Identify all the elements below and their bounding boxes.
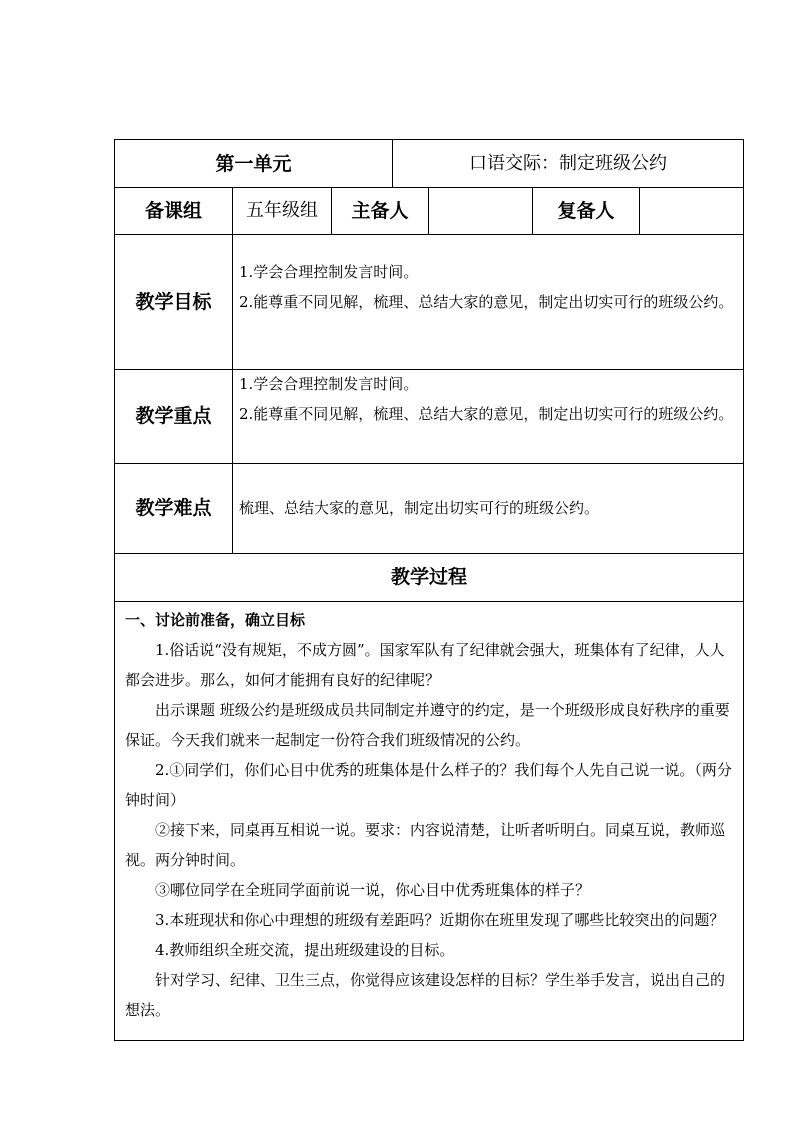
header-row	[115, 140, 743, 188]
process-paragraph: 3.本班现状和你心中理想的班级有差距吗？近期你在班里发现了哪些比较突出的问题？	[155, 911, 725, 929]
process-paragraph: ②接下来，同桌再互相说一说。要求：内容说清楚，让听者听明白。同桌互说，教师巡视。两分钟时间。	[125, 821, 726, 869]
keypoints-row	[115, 369, 743, 464]
process-title: 教学过程	[115, 553, 743, 602]
goals-row	[115, 234, 743, 370]
unit-cell: 第一单元	[115, 140, 393, 187]
main-preparer-label: 主备人	[332, 187, 429, 234]
difficulty-row	[115, 463, 743, 554]
goals-label: 教学目标	[115, 234, 233, 369]
re-preparer-label: 复备人	[533, 187, 640, 234]
process-content	[115, 601, 743, 1040]
process-paragraph: 出示课题 班级公约是班级成员共同制定并遵守的约定，是一个班级形成良好秩序的重要保证。今天我们就来一起制定一份符合我们班级情况的公约。	[125, 701, 730, 749]
process-heading: 一、讨论前准备，确立目标	[125, 611, 306, 629]
group-label: 备课组	[115, 187, 233, 234]
process-paragraph: ③哪位同学在全班同学面前说一说，你心目中优秀班集体的样子？	[155, 881, 591, 899]
re-preparer-value	[640, 187, 743, 234]
process-paragraph: 2.①同学们，你们心目中优秀的班集体是什么样子的？我们每个人先自己说一说。（两分钟时间）	[125, 761, 732, 809]
info-row	[115, 187, 743, 235]
keypoints-content	[233, 369, 743, 463]
main-preparer-value	[429, 187, 533, 234]
goals-line-1: 1.学会合理控制发言时间。	[239, 263, 419, 281]
difficulty-label: 教学难点	[115, 463, 233, 553]
process-paragraph: 1.俗话说“没有规矩，不成方圆”。国家军队有了纪律就会强大，班集体有了纪律，人人都会进步。那么，如何才能拥有良好的纪律呢？	[125, 641, 725, 689]
process-paragraph: 针对学习、纪律、卫生三点，你觉得应该建设怎样的目标？学生举手发言，说出自己的想法。	[125, 971, 726, 1019]
goals-content	[233, 234, 743, 369]
keypoints-label: 教学重点	[115, 369, 233, 463]
group-value: 五年级组	[233, 187, 332, 234]
goals-line-2: 2.能尊重不同见解，梳理、总结大家的意见，制定出切实可行的班级公约。	[239, 293, 734, 311]
lesson-plan-table	[114, 139, 744, 1041]
process-paragraph: 4.教师组织全班交流，提出班级建设的目标。	[155, 941, 455, 959]
topic-cell: 口语交际：制定班级公约	[469, 152, 667, 174]
keypoints-line-2: 2.能尊重不同见解，梳理、总结大家的意见，制定出切实可行的班级公约。	[239, 405, 734, 423]
keypoints-line-1: 1.学会合理控制发言时间。	[239, 375, 419, 393]
difficulty-content: 梳理、总结大家的意见，制定出切实可行的班级公约。	[239, 499, 600, 517]
